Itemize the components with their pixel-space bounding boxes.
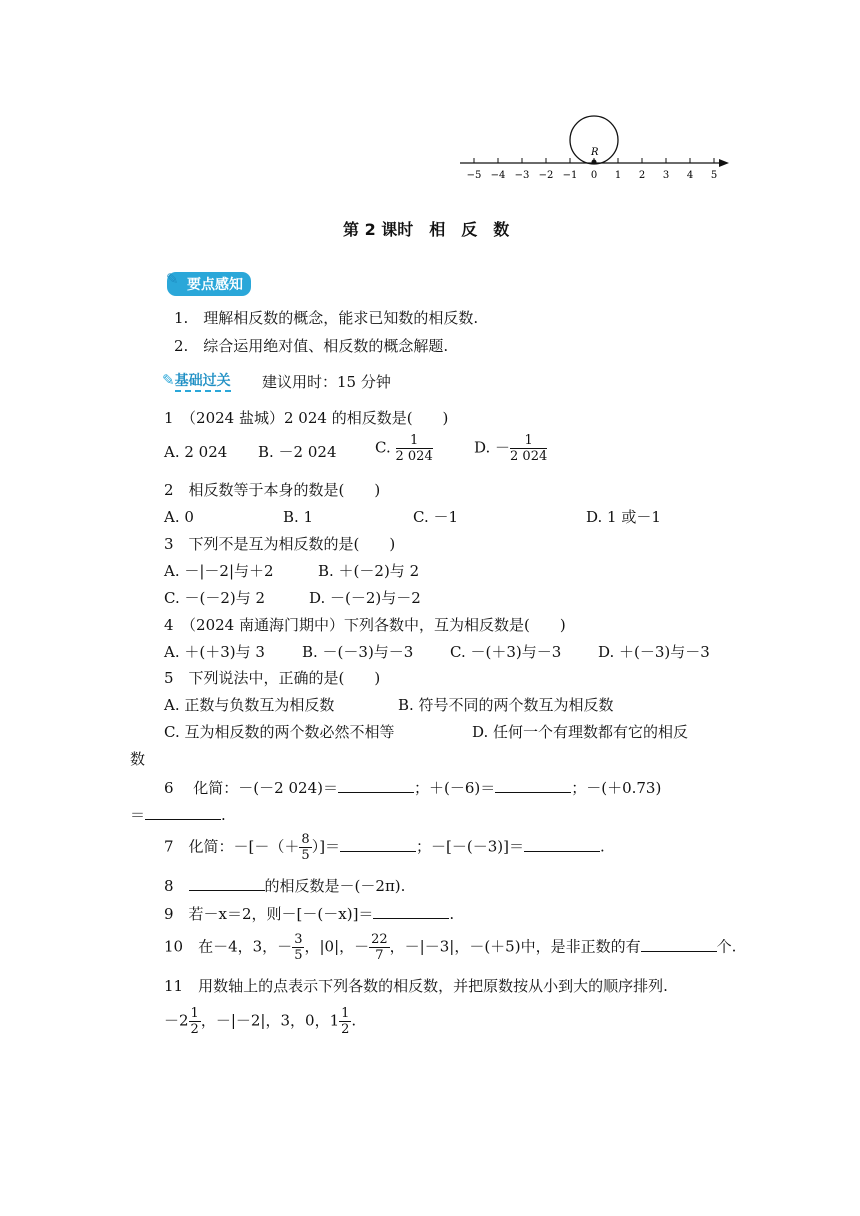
q11-stem: 11 用数轴上的点表示下列各数的相反数，并把原数按从小到大的顺序排列.	[164, 977, 668, 995]
tick-label: −2	[538, 170, 554, 181]
basics-badge: 基础过关	[175, 373, 231, 392]
q1-option-c: C. $\frac{1}{2 024}$	[375, 433, 433, 464]
q11-numbers: －2 $\frac{1}{2}$ ，－|－2|，3，0，1 $\frac{1}{2}$ .	[164, 1006, 357, 1037]
q10: 10 在－4，3，－ $\frac{3}{5}$ ，|0|，－ $\frac{22}{7}$ ，－|－3|，－(＋5)中，是非正数的有 个.	[164, 932, 737, 963]
q10-blank[interactable]	[641, 937, 717, 952]
axis-arrow	[719, 159, 729, 167]
q1-option-a: A. 2 024	[164, 443, 228, 461]
tick-label: −4	[490, 170, 506, 181]
q4-option-c: C. －(＋3)与－3	[450, 643, 562, 661]
q2-option-d: D. 1 或－1	[586, 508, 661, 526]
q1-stem: 1 （2024 盐城）2 024 的相反数是( )	[164, 409, 449, 427]
tick-label: −5	[466, 170, 482, 181]
q5-option-d: D. 任何一个有理数都有它的相反	[472, 723, 689, 741]
tick-label: −1	[562, 170, 578, 181]
tick-label: 2	[638, 170, 646, 181]
q4-option-b: B. －(－3)与－3	[302, 643, 414, 661]
q4-stem: 4 （2024 南通海门期中）下列各数中，互为相反数是( )	[164, 616, 566, 634]
q3-option-d: D. －(－2)与－2	[309, 589, 421, 607]
q5-stem: 5 下列说法中，正确的是( )	[164, 669, 381, 687]
q5-option-d-wrap: 数	[130, 750, 146, 768]
tick-label: 0	[590, 170, 598, 181]
q6-line1: 6 化简：－(－2 024)＝ ；＋(－6)＝ ；－(＋0.73)	[164, 779, 662, 797]
q6-blank-3[interactable]	[145, 805, 221, 820]
basics-header	[162, 370, 231, 390]
tick-label: 1	[614, 170, 622, 181]
q1-option-b: B. －2 024	[258, 443, 337, 461]
key-points-header	[167, 272, 251, 296]
q7-blank-1[interactable]	[340, 837, 416, 852]
q6-blank-2[interactable]	[495, 778, 571, 793]
q2-option-b: B. 1	[283, 508, 314, 526]
q8: 8 的相反数是－(－2π).	[164, 877, 406, 895]
time-hint: 建议用时：15 分钟	[262, 373, 391, 391]
q7-blank-2[interactable]	[524, 837, 600, 852]
q2-option-a: A. 0	[164, 508, 194, 526]
pin-icon: ✎	[166, 270, 179, 288]
key-point-2: 2. 综合运用绝对值、相反数的概念解题.	[174, 337, 449, 355]
tick-label: −3	[514, 170, 530, 181]
q3-option-c: C. －(－2)与 2	[164, 589, 266, 607]
q3-option-b: B. ＋(－2)与 2	[318, 562, 420, 580]
key-points-badge: 要点感知	[167, 272, 251, 296]
key-point-1: 1. 理解相反数的概念，能求已知数的相反数.	[174, 309, 479, 327]
tick-label: 5	[710, 170, 718, 181]
point-R-label: R	[591, 147, 599, 158]
q2-option-c: C. －1	[413, 508, 459, 526]
q2-stem: 2 相反数等于本身的数是( )	[164, 481, 381, 499]
pencil-icon: ✎	[162, 371, 175, 389]
q3-option-a: A. －|－2|与＋2	[164, 562, 274, 580]
lesson-title: 第 2 课时 相 反 数	[343, 220, 510, 239]
q8-blank[interactable]	[189, 876, 265, 891]
q5-option-b: B. 符号不同的两个数互为相反数	[398, 696, 614, 714]
q1-option-d: D. － $\frac{1}{2 024}$	[474, 433, 548, 464]
q5-option-c: C. 互为相反数的两个数必然不相等	[164, 723, 395, 741]
tick-label: 3	[662, 170, 670, 181]
q4-option-d: D. ＋(－3)与－3	[598, 643, 710, 661]
q9-blank[interactable]	[373, 904, 449, 919]
tick-label: 4	[686, 170, 694, 181]
q6-blank-1[interactable]	[338, 778, 414, 793]
q3-stem: 3 下列不是互为相反数的是( )	[164, 535, 396, 553]
q9: 9 若－x＝2，则－[－(－x)]＝ .	[164, 905, 455, 923]
q5-option-a: A. 正数与负数互为相反数	[164, 696, 335, 714]
q6-line2: ＝ .	[130, 806, 226, 824]
q4-option-a: A. ＋(＋3)与 3	[164, 643, 265, 661]
q7: 7 化简：－[－（＋ $\frac{8}{5}$ ）]＝ ；－[－(－3)]＝ .	[164, 832, 605, 863]
number-line-figure	[455, 108, 735, 188]
